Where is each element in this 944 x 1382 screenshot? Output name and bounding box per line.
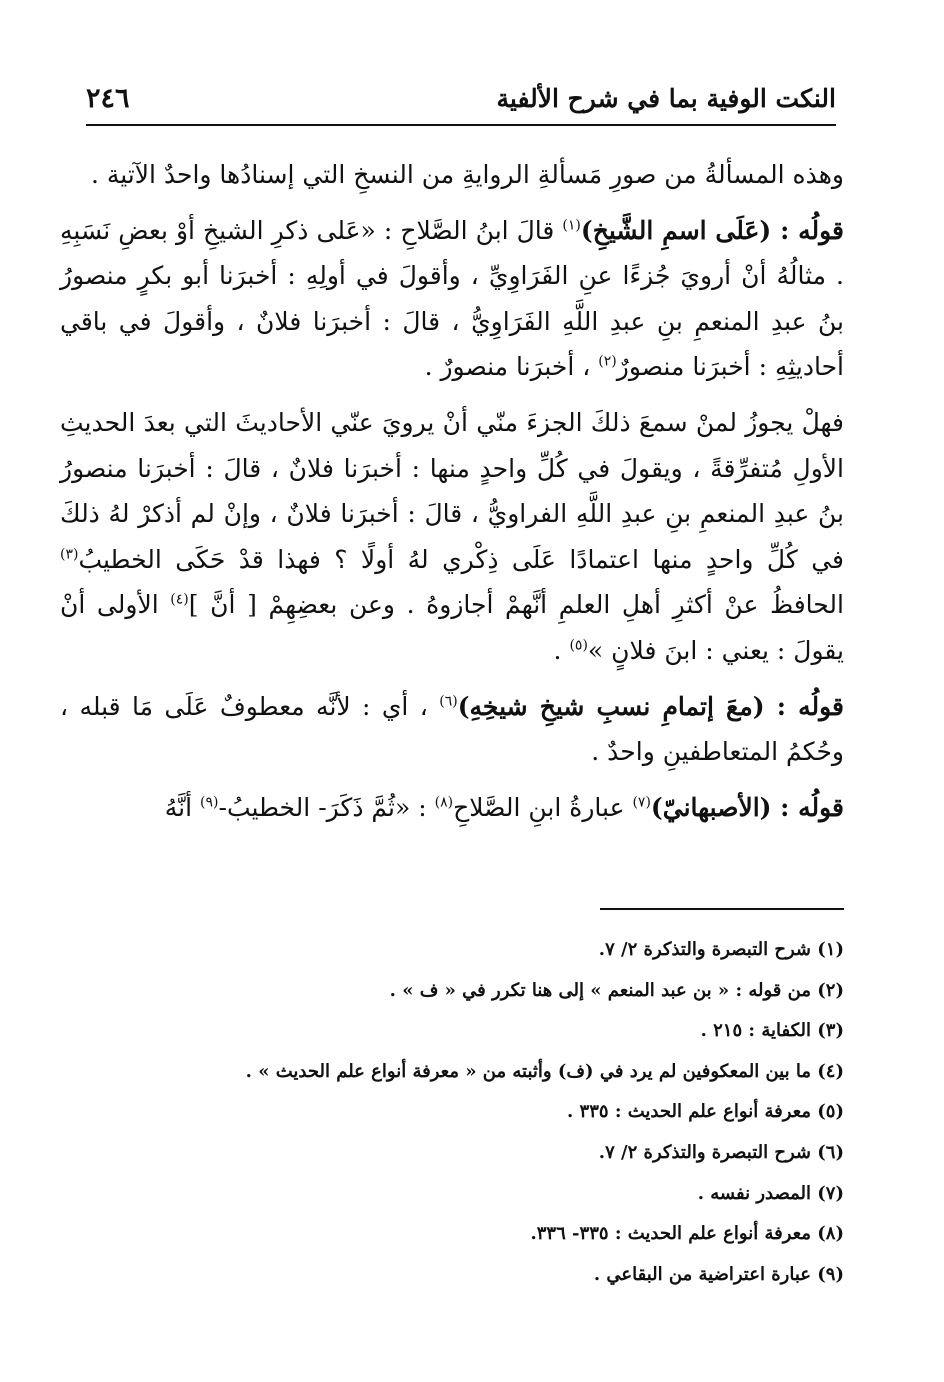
footnotes <box>86 930 844 1295</box>
paragraph-4 <box>60 684 844 775</box>
footnote-separator <box>600 908 844 910</box>
page-number: ٢٤٦ <box>86 82 130 114</box>
paragraph-text: وهذه المسألةُ من صورِ مَسألةِ الروايةِ من النسخِ التي إسنادُها واحدٌ الآتية . <box>90 160 844 189</box>
footnote-ref-7[interactable]: (٧) <box>632 794 651 811</box>
footnote-5: (٥) معرفة أنواع علم الحديث : ٣٣٥ . <box>566 1101 844 1123</box>
paragraph-text-cont: أنَّهُ <box>164 792 201 822</box>
paragraph-text-end: . <box>553 635 570 665</box>
footnote-ref-5[interactable]: (٥) <box>569 637 588 654</box>
footnote-4: (٤) ما بين المعكوفين لم يرد في (ف) وأثبته من « معرفة أنواع علم الحديث » . <box>245 1060 844 1082</box>
quoted-phrase: قولُه : (عَلَى اسمِ الشَّيخِ) <box>580 215 844 245</box>
paragraph-1 <box>60 152 844 198</box>
footnote-7: (٧) المصدر نفسه . <box>697 1182 844 1204</box>
paragraph-text: عبارةُ ابنِ الصَّلاحِ <box>453 792 633 822</box>
footnote-9: (٩) عبارة اعتراضية من البقاعي . <box>593 1263 844 1285</box>
footnote-3: (٣) الكفاية : ٢١٥ . <box>700 1020 844 1042</box>
paragraph-2 <box>60 208 844 390</box>
footnote-ref-3[interactable]: (٣) <box>60 546 79 563</box>
paragraph-3 <box>60 400 844 674</box>
footnote-ref-6[interactable]: (٦) <box>439 693 458 710</box>
footnote-2: (٢) من قوله : « بن عبد المنعم » إلى هنا تكرر في « ف » . <box>389 979 844 1001</box>
paragraph-text: فهلْ يجوزُ لمنْ سمعَ ذلكَ الجزءَ منّي أنْ يرويَ عنّي الأحاديثَ التي بعدَ الحديثِ الأولِ مُتفرِّقةً ، ويقولَ في كُلِّ واحدٍ منها : أخبرَنا فلانٌ ، قالَ : أخبرَنا منصورُ بنُ عبدِ المنعمِ بنِ عبدِ اللَّهِ الفراويُّ ، قالَ : أخبرَنا فلانٌ ، وإنْ لم أذكرْ لهُ ذلكَ في كُلِّ واحدٍ منها اعتمادًا عَلَى ذِكْري لهُ أولًا ؟ فهذا قدْ حَكَى الخطيبُ <box>60 407 844 574</box>
paragraph-text-cont: : «ثُمَّ ذَكَرَ- الخطيبُ- <box>218 792 435 822</box>
paragraph-text-cont: الحافظُ عنْ أكثرِ أهلِ العلمِ أنَّهمْ أجازوهُ . وعن بعضِهِمْ [ أنَّ ] <box>188 590 844 620</box>
footnote-ref-9[interactable]: (٩) <box>200 794 219 811</box>
paragraph-text: قالَ ابنُ الصَّلاحِ : «عَلى ذكرِ الشيخِ أوْ بعضِ نَسَبِهِ . مثالُهُ أنْ أرويَ جُزءًا عنِ الفَرَاوِيِّ ، وأقولَ في أولِهِ : أخبرَنا أبو بكرٍ منصورُ بنُ عبدِ المنعمِ بنِ عبدِ اللَّهِ الفَرَاوِيُّ ، قالَ : أخبرَنا فلانٌ ، وأقولَ في باقي أحاديثِهِ : أخبرَنا منصورٌ <box>60 215 844 382</box>
footnote-8: (٨) معرفة أنواع علم الحديث : ٣٣٥- ٣٣٦. <box>530 1223 844 1245</box>
paragraph-text-cont: ، أخبرَنا منصورٌ . <box>424 352 599 382</box>
footnote-ref-4[interactable]: (٤) <box>170 592 189 609</box>
footnote-6: (٦) شرح التبصرة والتذكرة ٢/ ٧. <box>598 1141 844 1163</box>
running-header <box>86 72 836 126</box>
footnote-ref-2[interactable]: (٢) <box>598 354 617 371</box>
paragraph-text: ، أي : لأنَّه معطوفٌ عَلَى مَا قبله ، وحُكمُ المتعاطفينِ واحدٌ . <box>60 691 844 767</box>
footnote-ref-8[interactable]: (٨) <box>434 794 454 811</box>
footnote-1: (١) شرح التبصرة والتذكرة ٢/ ٧. <box>598 939 844 960</box>
quoted-phrase: قولُه : (الأصبهانيّ) <box>650 792 844 822</box>
footnote-ref-1[interactable]: (١) <box>562 217 581 234</box>
paragraph-5 <box>60 785 844 831</box>
paragraph-text-cont: الأولى أنْ يقولَ : يعني : ابنَ فلانٍ » <box>60 590 844 665</box>
main-text <box>60 152 844 830</box>
book-title: النكت الوفية بما في شرح الألفية <box>496 83 836 113</box>
quoted-phrase: قولُه : (معَ إتمامِ نسبِ شيخِ شيخِهِ) <box>457 691 844 721</box>
